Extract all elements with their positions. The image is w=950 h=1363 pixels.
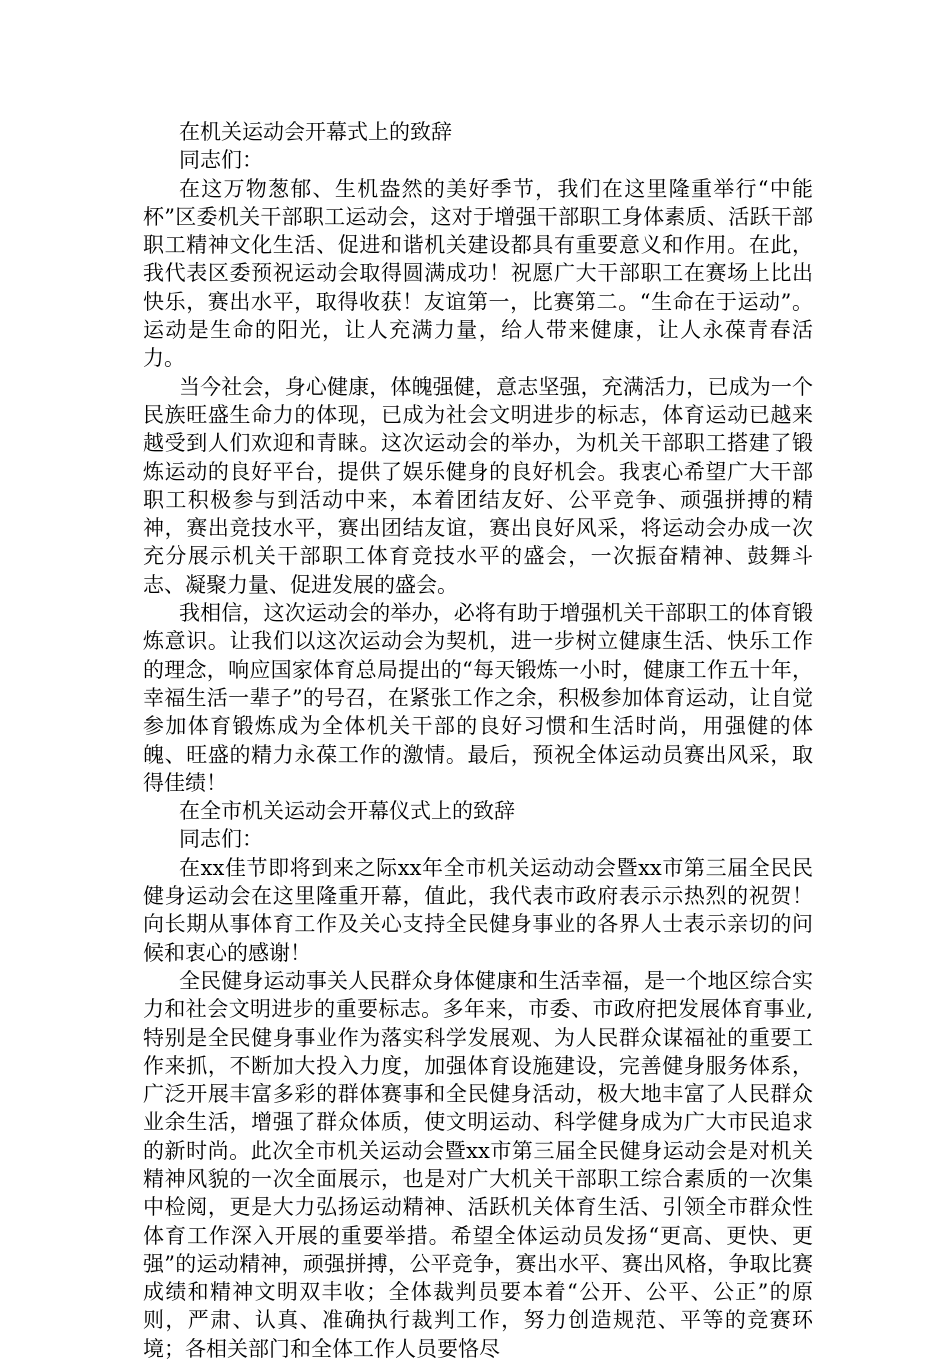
document-page [143,118,813,1363]
paragraph: 我相信，这次运动会的举办，必将有助于增强机关干部职工的体育锻炼意识。让我们以这次运动会为契机，进一步树立健康生活、快乐工作的理念，响应国家体育总局提出的“每天锻炼一小时，健康工作五十年，幸福生活一辈子”的号召，在紧张工作之余，积极参加体育运动，让自觉参加体育锻炼成为全体机关干部的良好习惯和生活时尚，用强健的体魄、旺盛的精力永葆工作的激情。最后，预祝全体运动员赛出风采，取得佳绩！ [143,601,813,795]
speech-title-2: 在全市机关运动会开幕仪式上的致辞 [179,799,515,824]
paragraph: 在这万物葱郁、生机盎然的美好季节，我们在这里隆重举行“中能杯”区委机关干部职工运动会，这对于增强干部职工身体素质、活跃干部职工精神文化生活、促进和谐机关建设都具有重要意义和作用。在此，我代表区委预祝运动会取得圆满成功！祝愿广大干部职工在赛场上比出快乐，赛出水平，取得收获！友谊第一，比赛第二。“生命在于运动”。运动是生命的阳光，让人充满力量，给人带来健康，让人永葆青春活力。 [143,176,813,371]
salutation-1: 同志们： [179,148,263,173]
paragraph: 在xx佳节即将到来之际xx年全市机关运动动会暨xx市第三届全民民健身运动会在这里隆重开幕，值此，我代表市政府表示示热烈的祝贺！向长期从事体育工作及关心支持全民健身事业的各界人士表示亲切的问候和衷心的感谢！ [143,855,813,965]
paragraph: 全民健身运动事关人民群众身体健康和生活幸福，是一个地区综合实力和社会文明进步的重要标志。多年来，市委、市政府把发展体育事业,特别是全民健身事业作为落实科学发展观、为人民群众谋福祉的重要工作来抓，不断加大投入力度，加强体育设施建设，完善健身服务体系，广泛开展丰富多彩的群体赛事和全民健身活动，极大地丰富了人民群众业余生活，增强了群众体质，使文明运动、科学健身成为广大市民追求的新时尚。此次全市机关运动会暨xx市第三届全民健身运动会是对机关精神风貌的一次全面展示，也是对广大机关干部职工综合素质的一次集中检阅，更是大力弘扬运动精神、活跃机关体育生活、引领全市群众性体育工作深入开展的重要举措。希望全体运动员发扬“更高、更快、更强”的运动精神，顽强拼搏，公平竞争，赛出水平、赛出风格，争取比赛成绩和精神文明双丰收；全体裁判员要本着“公开、公平、公正”的原则，严肃、认真、准确执行裁判工作，努力创造规范、平等的竞赛环境；各相关部门和全体工作人员要恪尽 [143,968,813,1361]
salutation-2: 同志们： [179,827,263,852]
speech-title-1: 在机关运动会开幕式上的致辞 [179,120,452,144]
paragraph: 当今社会，身心健康，体魄强健，意志坚强，充满活力，已成为一个民族旺盛生命力的体现，已成为社会文明进步的标志，体育运动已越来越受到人们欢迎和青睐。这次运动会的举办，为机关干部职工搭建了锻炼运动的良好平台，提供了娱乐健身的良好机会。我衷心希望广大干部职工积极参与到活动中来，本着团结友好、公平竞争、顽强拼搏的精神，赛出竞技水平，赛出团结友谊，赛出良好风采，将运动会办成一次充分展示机关干部职工体育竞技水平的盛会，一次振奋精神、鼓舞斗志、凝聚力量、促进发展的盛会。 [143,374,813,597]
